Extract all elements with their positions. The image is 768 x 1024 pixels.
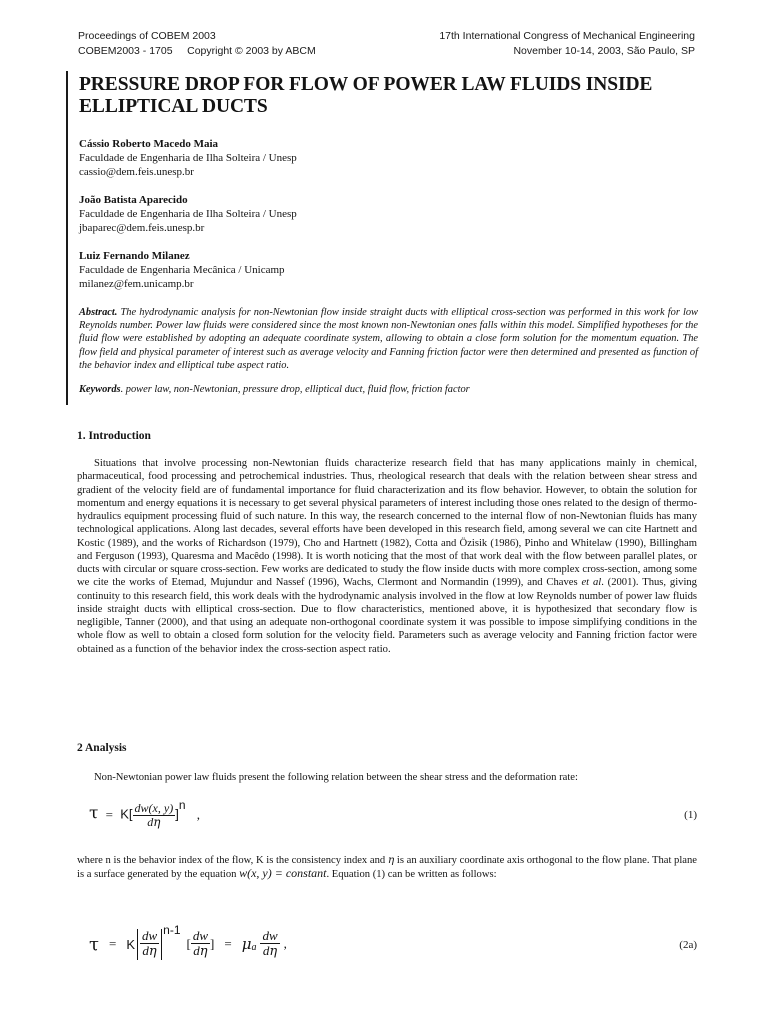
paper-title: [79, 74, 699, 118]
keywords-text: . power law, non-Newtonian, pressure drop, elliptical duct, fluid flow, friction factor: [120, 384, 470, 395]
author-name: Cássio Roberto Macedo Maia: [79, 138, 219, 150]
author-email: jbaparec@dem.feis.unesp.br: [79, 222, 205, 234]
header-left: [78, 29, 316, 59]
author-name: Luiz Fernando Milanez: [79, 250, 190, 262]
equation-2a-body: τ = K $\frac{dw}{d\eta}$ $^{n-1}$ [ $\frac{dw}{d\eta}$ ] = μ $_a$ $\frac{dw}{d\eta}$ ,: [89, 923, 287, 960]
author-block: [79, 249, 285, 291]
equation-1: [77, 796, 697, 836]
header-right: [439, 29, 695, 59]
analysis-intro-paragraph: Non-Newtonian power law fluids present the following relation between the shear stress and the deformation rate:: [94, 772, 578, 783]
introduction-etal: et al: [581, 577, 602, 589]
abstract-text: The hydrodynamic analysis for non-Newtonian flow inside straight ducts with elliptical cross-section was performed in this work for low Reynolds number. Power law fluids were considered since the most known non-Newtonian ones falls within this model. Simplified hypotheses for the fluid flow were established by adopting an adequate coordinate system, allowing to obtain a close form solution for the momentum equation. The flow field and physical parameter of interest such as average velocity and Fanning friction factor were then determined and presented as function of the behavior index and elliptical tube aspect ratio.: [79, 307, 698, 371]
front-matter-block: [66, 71, 698, 405]
author-affiliation: Faculdade de Engenharia de Ilha Solteira / Unesp: [79, 208, 297, 220]
congress-name: 17th International Congress of Mechanical Engineering: [439, 30, 695, 42]
paper-title-line2: ELLIPTICAL DUCTS: [79, 96, 268, 117]
introduction-text-a: Situations that involve processing non-Newtonian fluids characterize research field that has many applications mainly in chemical, pharmaceutical, food processing and petrochemical industries. Thus, rheological research that deals with the relation between shear stress and gradient of the velocity field are of fundamental importance for fluid characterization and its flow behavior. However, to obtain the solution for momentum and energy equations it is necessary to get several physical parameters of interest including those ones related to the design of thermo-hydraulics equipment processing fluid of such nature. In this way, the research concerned to the internal flow of non-Newtonian fluids has many technological applications. Along last decades, several efforts have been developed in this research field, among several we can cite Hartnett and Kostic (1989), and the works of Richardson (1979), Cho and Hartnett (1982), Cotta and Özisik (1986), Pinho and Whitelaw (1990), Billingham and Ferguson (1993), Quaresma and Macêdo (1998). It is worth noticing that the most of that work deal with the flow between parallel plates, or ducts with circular or square cross-section. Few works are dedicated to study the flow inside ducts with more complex cross-section, among some we cite the works of Etemad, Mujundur and Nassef (1996), Wachs, Clermont and Normandin (1999), and Chaves: [77, 458, 697, 589]
inline-equation-w: w(x, y) = constant: [239, 866, 327, 881]
equation-2a-number: (2a): [679, 939, 697, 951]
author-block: [79, 193, 297, 235]
equation-1-body: τ = K[ $\frac{dw(x, y)}{d\eta}$ ]$^n$ ,: [89, 798, 201, 830]
author-email: milanez@fem.unicamp.br: [79, 278, 194, 290]
abstract: [79, 306, 698, 372]
eta-symbol: η: [387, 854, 395, 866]
author-email: cassio@dem.feis.unesp.br: [79, 166, 194, 178]
abstract-label: Abstract.: [79, 307, 118, 318]
analysis-paragraph-2: [77, 854, 697, 882]
equation-1-number: (1): [684, 809, 697, 821]
section-heading-introduction: 1. Introduction: [77, 430, 151, 442]
introduction-paragraph: [77, 457, 697, 656]
analysis-text-a: where n is the behavior index of the flow, K is the consistency index and: [77, 855, 388, 866]
keywords-label: Keywords: [79, 384, 121, 395]
equation-2a: [77, 921, 697, 979]
analysis-text-b: is an auxiliary coordinate axis orthogonal to the flow plane. That plane is a surface generated by the equation: [77, 855, 697, 881]
author-affiliation: Faculdade de Engenharia de Ilha Solteira / Unesp: [79, 152, 297, 164]
paper-id-copyright: COBEM2003 - 1705 Copyright © 2003 by ABCM: [78, 45, 316, 57]
keywords: [79, 383, 698, 396]
introduction-text-b: . (2001). Thus, giving continuity to this research field, this work deals with the hydrodynamic analysis involved in the flow at low Reynolds number of power law fluids inside straight ducts with elliptical cross-section. Due to flow characteristics, mentioned above, it is hypothesized that secondary flow is negligible, Tanner (2000), and that using an adequate non-orthogonal coordinate system it was possible to impose simplifying conditions in the whole flow as well to obtain a closed form solution for the velocity field. Parameters such as average velocity and Fanning friction factor were obtained as a function of the behavior index the cross-section aspect ratio.: [77, 577, 697, 655]
congress-date-location: November 10-14, 2003, São Paulo, SP: [513, 45, 695, 57]
section-heading-analysis: 2 Analysis: [77, 742, 127, 754]
author-block: [79, 137, 297, 179]
paper-title-line1: PRESSURE DROP FOR FLOW OF POWER LAW FLUIDS INSIDE: [79, 74, 653, 95]
author-name: João Batista Aparecido: [79, 194, 188, 206]
proceedings-title: Proceedings of COBEM 2003: [78, 30, 216, 42]
analysis-text-c: . Equation (1) can be written as follows:: [326, 869, 497, 881]
author-affiliation: Faculdade de Engenharia Mecânica / Unicamp: [79, 264, 285, 276]
